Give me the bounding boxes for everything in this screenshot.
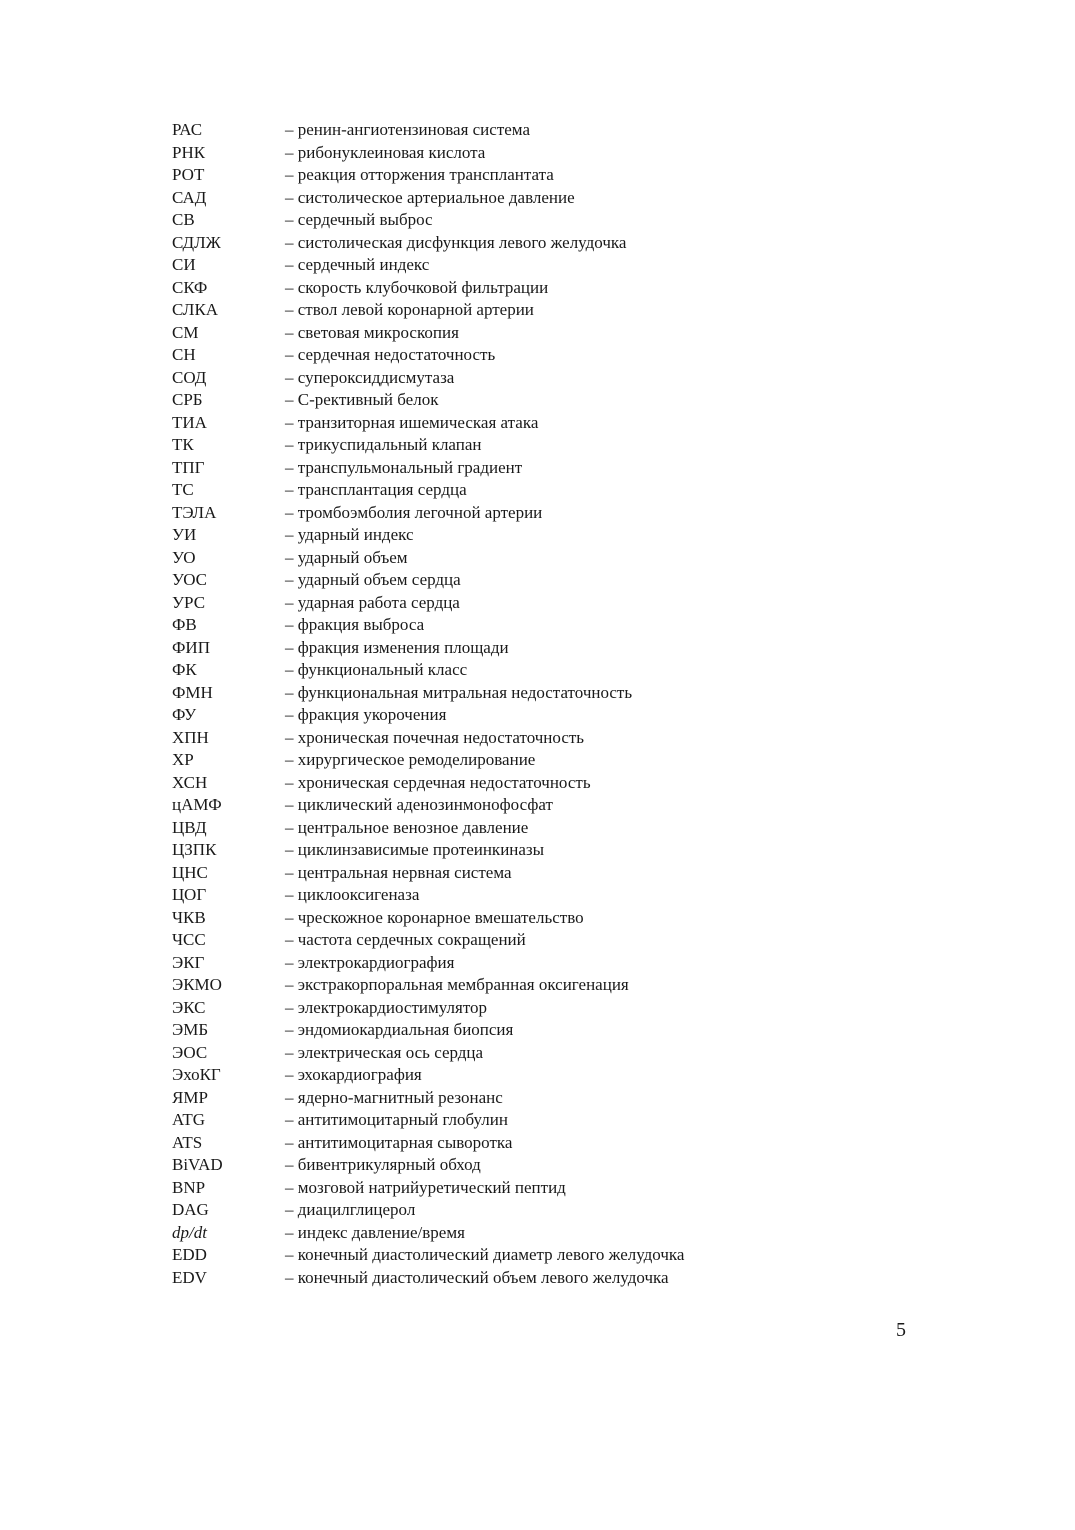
abbreviation-row bbox=[172, 1222, 932, 1245]
abbreviation-row bbox=[172, 817, 932, 840]
abbreviation-definition: – сердечный индекс bbox=[285, 255, 430, 274]
abbreviation-row bbox=[172, 862, 932, 885]
abbreviation-term: ТИА bbox=[172, 412, 207, 432]
abbreviation-definition: – центральная нервная система bbox=[285, 862, 512, 882]
abbreviation-definition: – хирургическое ремоделирование bbox=[285, 750, 536, 769]
abbreviation-row bbox=[172, 524, 932, 547]
abbreviation-definition: – бивентрикулярный обход bbox=[285, 1155, 481, 1174]
abbreviation-definition: – ствол левой коронарной артерии bbox=[285, 300, 534, 319]
abbreviation-row bbox=[172, 907, 932, 930]
abbreviation-term: ХСН bbox=[172, 772, 208, 792]
abbreviation-term: ЦВД bbox=[172, 817, 207, 837]
abbreviation-row bbox=[172, 299, 932, 322]
abbreviation-definition: – реакция отторжения трансплантата bbox=[285, 165, 554, 184]
abbreviation-term: ФК bbox=[172, 660, 197, 679]
abbreviation-row bbox=[172, 614, 932, 637]
abbreviation-definition: – транзиторная ишемическая атака bbox=[285, 412, 539, 432]
abbreviation-term: УИ bbox=[172, 525, 197, 544]
abbreviation-definition: – фракция выброса bbox=[285, 615, 425, 634]
abbreviation-row bbox=[172, 1199, 932, 1222]
abbreviation-definition: – ядерно-магнитный резонанс bbox=[285, 1087, 503, 1107]
abbreviation-term: ЦОГ bbox=[172, 885, 207, 904]
abbreviation-definition: – мозговой натрийуретический пептид bbox=[285, 1177, 566, 1197]
abbreviation-term: СДЛЖ bbox=[172, 232, 221, 252]
abbreviation-row bbox=[172, 1154, 932, 1177]
abbreviation-term: ФМН bbox=[172, 682, 213, 702]
abbreviation-term: СКФ bbox=[172, 277, 208, 297]
abbreviation-term: ЭКМО bbox=[172, 975, 222, 994]
abbreviation-definition: – электрическая ось сердца bbox=[285, 1042, 484, 1062]
abbreviation-term: СН bbox=[172, 345, 196, 364]
abbreviation-term: ХПН bbox=[172, 727, 209, 747]
abbreviation-definition: – скорость клубочковой фильтрации bbox=[285, 277, 549, 297]
abbreviation-definition: – частота сердечных сокращений bbox=[285, 930, 526, 949]
abbreviation-row bbox=[172, 997, 932, 1020]
abbreviation-list bbox=[172, 119, 932, 1289]
abbreviation-row bbox=[172, 479, 932, 502]
abbreviation-row bbox=[172, 1132, 932, 1155]
abbreviation-row bbox=[172, 794, 932, 817]
abbreviation-definition: – эхокардиография bbox=[285, 1065, 422, 1084]
abbreviation-definition: – ударный объем bbox=[285, 547, 408, 567]
abbreviation-row bbox=[172, 1109, 932, 1132]
abbreviation-term: ЦЗПК bbox=[172, 840, 217, 859]
abbreviation-row bbox=[172, 277, 932, 300]
abbreviation-definition: – трансплантация сердца bbox=[285, 480, 467, 499]
abbreviation-term: ФВ bbox=[172, 615, 197, 634]
abbreviation-definition: – антитимоцитарный глобулин bbox=[285, 1110, 508, 1129]
abbreviation-definition: – ударная работа сердца bbox=[285, 592, 460, 612]
abbreviation-row bbox=[172, 254, 932, 277]
abbreviation-definition: – фракция укорочения bbox=[285, 705, 447, 724]
abbreviation-term: ЧСС bbox=[172, 930, 206, 949]
abbreviation-row bbox=[172, 142, 932, 165]
abbreviation-definition: – конечный диастолический объем левого желудочка bbox=[285, 1267, 669, 1287]
abbreviation-term: EDD bbox=[172, 1245, 207, 1264]
abbreviation-row bbox=[172, 637, 932, 660]
abbreviation-row bbox=[172, 772, 932, 795]
abbreviation-row bbox=[172, 749, 932, 772]
abbreviation-term: СРБ bbox=[172, 390, 203, 409]
abbreviation-row bbox=[172, 569, 932, 592]
abbreviation-term: ATS bbox=[172, 1132, 203, 1152]
abbreviation-definition: – С-рективный белок bbox=[285, 390, 439, 409]
abbreviation-definition: – транспульмональный градиент bbox=[285, 457, 523, 477]
abbreviation-term: ТС bbox=[172, 480, 194, 499]
abbreviation-row bbox=[172, 974, 932, 997]
abbreviation-definition: – индекс давление/время bbox=[285, 1222, 465, 1242]
abbreviation-row bbox=[172, 659, 932, 682]
abbreviation-definition: – электрокардиография bbox=[285, 952, 455, 972]
abbreviation-definition: – трикуспидальный клапан bbox=[285, 435, 482, 454]
abbreviation-term: СМ bbox=[172, 322, 199, 342]
abbreviation-term: ЭОС bbox=[172, 1042, 208, 1062]
page-number: 5 bbox=[896, 1319, 906, 1341]
abbreviation-row bbox=[172, 389, 932, 412]
abbreviation-term: ЭКС bbox=[172, 997, 206, 1017]
abbreviation-term: EDV bbox=[172, 1267, 207, 1287]
abbreviation-definition: – диацилглицерол bbox=[285, 1200, 416, 1219]
abbreviation-row bbox=[172, 209, 932, 232]
abbreviation-term: РОТ bbox=[172, 165, 205, 184]
abbreviation-definition: – электрокардиостимулятор bbox=[285, 997, 488, 1017]
abbreviation-definition: – ренин-ангиотензиновая система bbox=[285, 120, 530, 139]
abbreviation-definition: – сердечный выброс bbox=[285, 210, 433, 229]
abbreviation-term: ТК bbox=[172, 435, 194, 454]
abbreviation-term: dp/dt bbox=[172, 1222, 207, 1242]
abbreviation-row bbox=[172, 727, 932, 750]
abbreviation-definition: – конечный диастолический диаметр левого желудочка bbox=[285, 1245, 685, 1264]
abbreviation-row bbox=[172, 1267, 932, 1290]
abbreviation-definition: – хроническая почечная недостаточность bbox=[285, 727, 585, 747]
abbreviation-term: ЭМБ bbox=[172, 1020, 209, 1039]
abbreviation-term: ХР bbox=[172, 750, 194, 769]
abbreviation-term: BiVAD bbox=[172, 1155, 223, 1174]
abbreviation-row bbox=[172, 457, 932, 480]
abbreviation-definition: – эндомиокардиальная биопсия bbox=[285, 1020, 514, 1039]
abbreviation-term: ЯМР bbox=[172, 1087, 208, 1107]
abbreviation-row bbox=[172, 929, 932, 952]
abbreviation-definition: – систолическое артериальное давление bbox=[285, 187, 575, 207]
abbreviation-term: ФУ bbox=[172, 705, 197, 724]
abbreviation-definition: – хроническая сердечная недостаточность bbox=[285, 772, 591, 792]
abbreviation-term: УРС bbox=[172, 592, 206, 612]
abbreviation-term: СОД bbox=[172, 367, 207, 387]
abbreviation-row bbox=[172, 547, 932, 570]
abbreviation-definition: – сердечная недостаточность bbox=[285, 345, 496, 364]
abbreviation-term: ATG bbox=[172, 1110, 206, 1129]
abbreviation-row bbox=[172, 704, 932, 727]
abbreviation-definition: – ударный объем сердца bbox=[285, 570, 461, 589]
abbreviation-term: ФИП bbox=[172, 637, 210, 657]
abbreviation-row bbox=[172, 1064, 932, 1087]
abbreviation-definition: – экстракорпоральная мембранная оксигенация bbox=[285, 975, 629, 994]
abbreviation-term: BNP bbox=[172, 1177, 206, 1197]
abbreviation-row bbox=[172, 187, 932, 210]
abbreviation-definition: – циклооксигеназа bbox=[285, 885, 420, 904]
abbreviation-term: РНК bbox=[172, 142, 206, 162]
abbreviation-row bbox=[172, 1087, 932, 1110]
abbreviation-row bbox=[172, 592, 932, 615]
abbreviation-term: УО bbox=[172, 547, 196, 567]
abbreviation-definition: – рибонуклеиновая кислота bbox=[285, 142, 486, 162]
abbreviation-definition: – систолическая дисфункция левого желудочка bbox=[285, 232, 627, 252]
abbreviation-row bbox=[172, 119, 932, 142]
abbreviation-definition: – супероксиддисмутаза bbox=[285, 367, 455, 387]
abbreviation-term: ЭКГ bbox=[172, 952, 205, 972]
abbreviation-row bbox=[172, 1177, 932, 1200]
abbreviation-definition: – центральное венозное давление bbox=[285, 817, 529, 837]
abbreviation-row bbox=[172, 1244, 932, 1267]
abbreviation-row bbox=[172, 839, 932, 862]
abbreviation-term: цАМФ bbox=[172, 795, 222, 814]
abbreviation-definition: – функциональная митральная недостаточность bbox=[285, 682, 633, 702]
abbreviation-term: ЭхоКГ bbox=[172, 1065, 221, 1084]
abbreviation-term: ЧКВ bbox=[172, 907, 206, 927]
abbreviation-definition: – световая микроскопия bbox=[285, 322, 459, 342]
abbreviation-definition: – циклический аденозинмонофосфат bbox=[285, 795, 553, 814]
abbreviation-term: САД bbox=[172, 187, 207, 207]
abbreviation-row bbox=[172, 434, 932, 457]
abbreviation-row bbox=[172, 367, 932, 390]
abbreviation-row bbox=[172, 1019, 932, 1042]
abbreviation-row bbox=[172, 164, 932, 187]
abbreviation-term: РАС bbox=[172, 120, 203, 139]
abbreviation-row bbox=[172, 952, 932, 975]
abbreviation-row bbox=[172, 344, 932, 367]
abbreviation-definition: – антитимоцитарная сыворотка bbox=[285, 1132, 513, 1152]
abbreviation-definition: – фракция изменения площади bbox=[285, 637, 509, 657]
abbreviation-row bbox=[172, 322, 932, 345]
abbreviation-term: СВ bbox=[172, 210, 195, 229]
abbreviation-term: СИ bbox=[172, 255, 196, 274]
abbreviation-term: УОС bbox=[172, 570, 208, 589]
abbreviation-row bbox=[172, 1042, 932, 1065]
abbreviation-row bbox=[172, 232, 932, 255]
abbreviation-definition: – ударный индекс bbox=[285, 525, 414, 544]
abbreviation-definition: – тромбоэмболия легочной артерии bbox=[285, 502, 543, 522]
abbreviation-row bbox=[172, 412, 932, 435]
abbreviation-definition: – чрескожное коронарное вмешательство bbox=[285, 907, 584, 927]
abbreviation-row bbox=[172, 502, 932, 525]
abbreviation-row bbox=[172, 682, 932, 705]
abbreviation-term: ТЭЛА bbox=[172, 502, 217, 522]
abbreviation-definition: – функциональный класс bbox=[285, 660, 468, 679]
abbreviation-term: ТПГ bbox=[172, 457, 205, 477]
abbreviation-term: СЛКА bbox=[172, 300, 219, 319]
abbreviation-definition: – циклинзависимые протеинкиназы bbox=[285, 840, 545, 859]
abbreviation-row bbox=[172, 884, 932, 907]
abbreviation-term: DAG bbox=[172, 1200, 209, 1219]
abbreviation-term: ЦНС bbox=[172, 862, 208, 882]
